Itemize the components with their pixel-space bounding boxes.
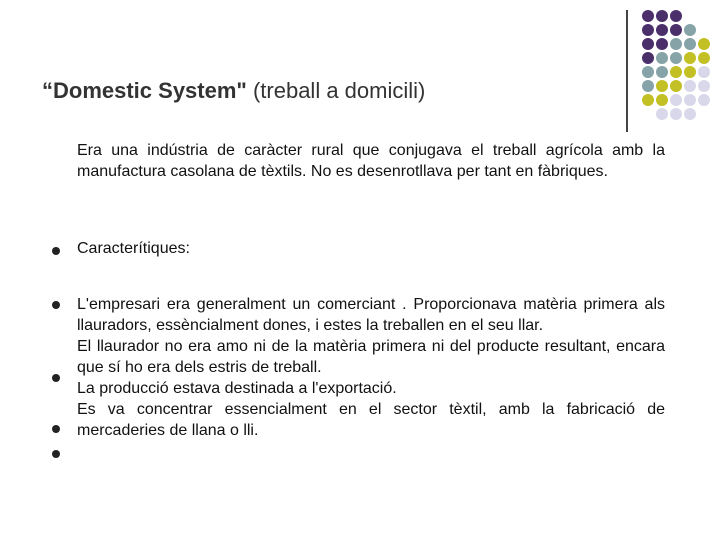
dot bbox=[684, 94, 696, 106]
title-divider bbox=[626, 10, 628, 132]
dot bbox=[698, 38, 710, 50]
bullet-marker bbox=[52, 301, 60, 309]
slide-title bbox=[42, 78, 425, 104]
dot bbox=[670, 80, 682, 92]
decorative-dot-grid bbox=[640, 8, 720, 138]
dot bbox=[670, 38, 682, 50]
dot bbox=[684, 38, 696, 50]
dot bbox=[642, 38, 654, 50]
dot bbox=[656, 38, 668, 50]
bullet-marker bbox=[52, 450, 60, 458]
dot bbox=[698, 94, 710, 106]
list-item: El llaurador no era amo ni de la matèria primera ni del producte resultant, encara que sí ho era dels estris de treball. bbox=[77, 338, 665, 376]
dot bbox=[670, 94, 682, 106]
dot bbox=[656, 80, 668, 92]
dot bbox=[698, 52, 710, 64]
dot bbox=[656, 52, 668, 64]
characteristics-list bbox=[77, 294, 665, 441]
dot bbox=[698, 66, 710, 78]
title-regular: (treball a domicili) bbox=[246, 78, 426, 103]
dot bbox=[684, 52, 696, 64]
dot bbox=[670, 108, 682, 120]
list-item: La producció estava destinada a l'exportació. bbox=[77, 380, 397, 397]
dot bbox=[656, 10, 668, 22]
dot bbox=[670, 24, 682, 36]
list-item: Es va concentrar essencialment en el sector tèxtil, amb la fabricació de mercaderies de llana o lli. bbox=[77, 401, 665, 439]
dot bbox=[670, 52, 682, 64]
list-item: L'empresari era generalment un comerciant . Proporcionava matèria primera als llauradors, essèncialment dones, i estes la treballen en el seu llar. bbox=[77, 296, 665, 334]
intro-paragraph: Era una indústria de caràcter rural que conjugava el treball agrícola amb la manufactura casolana de tèxtils. No es desenrotllava per tant en fàbriques. bbox=[77, 142, 665, 180]
bullet-marker bbox=[52, 247, 60, 255]
dot bbox=[670, 66, 682, 78]
title-bold: “Domestic System" bbox=[42, 78, 247, 103]
dot bbox=[684, 80, 696, 92]
dot bbox=[642, 80, 654, 92]
dot bbox=[642, 24, 654, 36]
dot bbox=[656, 24, 668, 36]
dot bbox=[684, 24, 696, 36]
characteristics-heading: Caracterítiques: bbox=[77, 240, 190, 257]
dot bbox=[698, 80, 710, 92]
dot bbox=[670, 10, 682, 22]
dot bbox=[684, 66, 696, 78]
dot bbox=[656, 94, 668, 106]
dot bbox=[656, 66, 668, 78]
dot bbox=[642, 66, 654, 78]
dot bbox=[656, 108, 668, 120]
dot bbox=[642, 52, 654, 64]
dot bbox=[642, 10, 654, 22]
dot bbox=[684, 108, 696, 120]
bullet-marker bbox=[52, 374, 60, 382]
dot bbox=[642, 94, 654, 106]
bullet-marker bbox=[52, 425, 60, 433]
